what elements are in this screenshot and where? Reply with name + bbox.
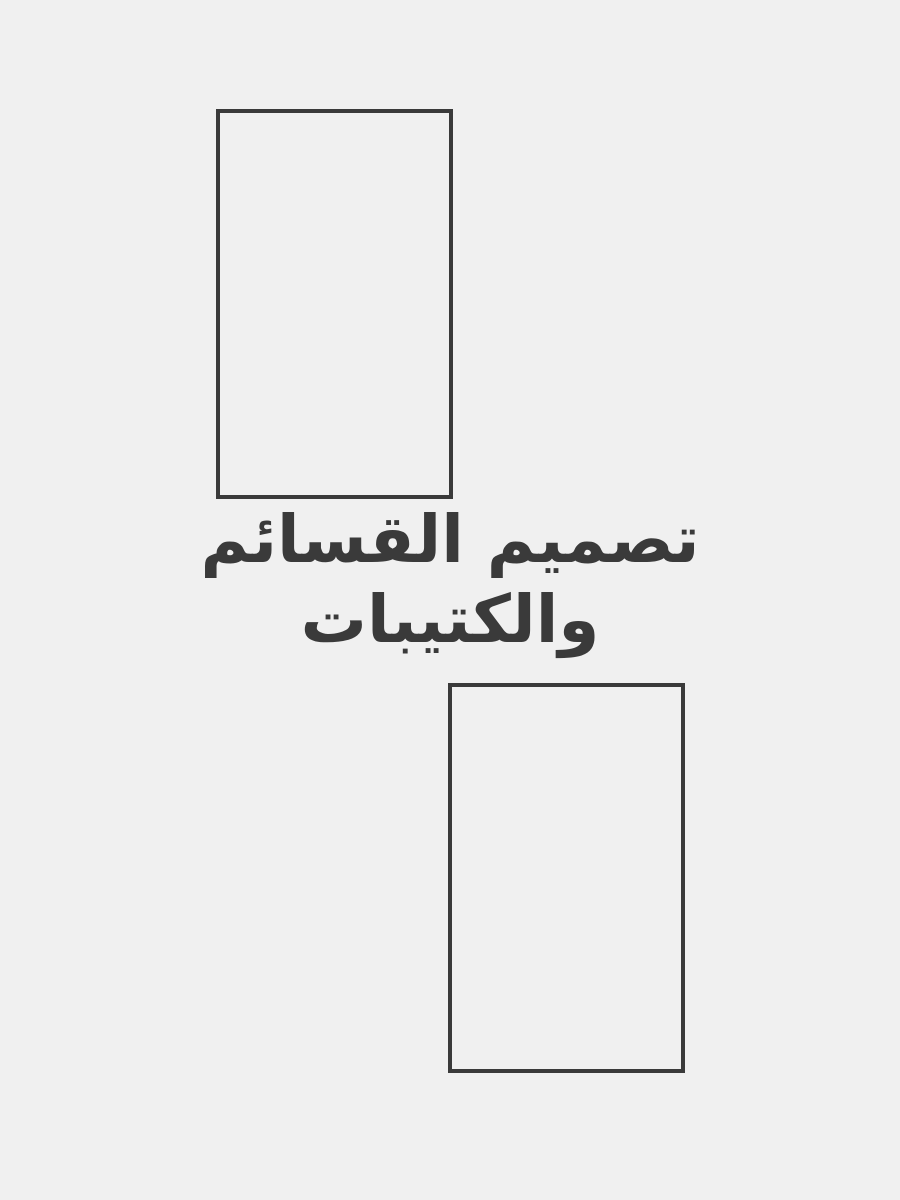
top-outline-frame [216,109,453,499]
title-line-2: والكتيبات [300,581,600,658]
title-line-1: تصميم القسائم [200,501,700,578]
bottom-outline-frame [448,683,685,1073]
page-title [0,500,900,660]
